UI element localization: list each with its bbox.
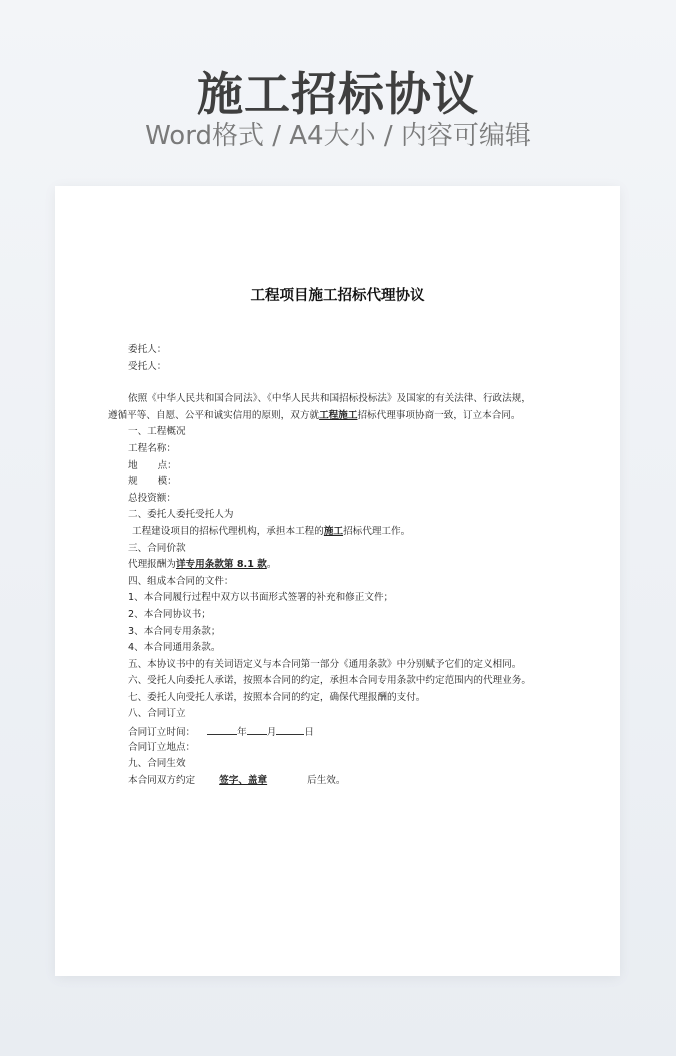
date-label: 合同订立时间： xyxy=(128,727,196,739)
page-title: 施工招标协议 xyxy=(197,67,479,121)
project-scale-field xyxy=(128,474,568,491)
section-3-heading: 三、合同价款 xyxy=(128,542,186,554)
section-3-body xyxy=(128,557,568,574)
month-blank xyxy=(247,723,267,735)
list-item: 1、本合同履行过程中双方以书面形式签署的补充和修正文件； xyxy=(128,592,394,604)
location-label-b: 点： xyxy=(157,459,177,471)
intro-text-end: 招标代理事项协商一致，订立本合同。 xyxy=(357,409,521,421)
client-line: 委托人： xyxy=(128,344,167,355)
section-9-heading: 九、合同生效 xyxy=(128,758,186,770)
section-2-text-end: 招标代理工作。 xyxy=(343,525,411,537)
project-type-field: 工程施工 xyxy=(319,409,358,421)
location-label-a: 地 xyxy=(128,459,138,471)
list-item: 2、本合同协议书； xyxy=(128,608,211,620)
spacer xyxy=(128,375,568,391)
section-4-heading: 四、组成本合同的文件： xyxy=(128,575,234,587)
fee-label: 代理报酬为 xyxy=(128,559,176,571)
page-subtitle: Word格式 / A4大小 / 内容可编辑 xyxy=(145,121,531,151)
signature-label: 签字、盖章 xyxy=(219,774,268,786)
year-blank xyxy=(207,723,237,735)
document-title: 工程项目施工招标代理协议 xyxy=(250,288,425,304)
list-item: 3、本合同专用条款； xyxy=(128,625,221,637)
project-investment-field: 总投资额： xyxy=(128,492,176,504)
agent-line: 受托人： xyxy=(128,360,167,372)
intro-paragraph-line-2 xyxy=(108,408,568,425)
contract-place-field: 合同订立地点： xyxy=(128,741,196,753)
signature-field xyxy=(201,775,301,786)
section-9-body xyxy=(128,773,568,790)
fee-end: 。 xyxy=(266,559,277,571)
scale-label-b: 模： xyxy=(157,476,177,488)
section-1-heading: 一、工程概况 xyxy=(128,426,186,438)
list-item: 4、本合同通用条款。 xyxy=(128,642,221,654)
document-body xyxy=(108,342,568,789)
scale-label-a: 规 xyxy=(128,476,138,488)
intro-text: 遵循平等、自愿、公平和诚实信用的原则，双方就 xyxy=(108,409,320,421)
effect-text: 本合同双方约定 xyxy=(128,774,196,786)
fee-value: 详专用条款第 8.1 款 xyxy=(175,559,267,571)
section-5-text: 五、本协议书中的有关词语定义与本合同第一部分《通用条款》中分别赋予它们的定义相同。 xyxy=(128,658,522,670)
construction-field: 施工 xyxy=(323,525,344,537)
day-label: 日 xyxy=(304,727,314,739)
section-2-body xyxy=(128,524,568,541)
section-6-text: 六、受托人向委托人承诺，按照本合同的约定，承担本合同专用条款中约定范围内的代理业务。 xyxy=(128,675,531,687)
intro-paragraph-line-1: 依照《中华人民共和国合同法》、《中华人民共和国招标投标法》及国家的有关法律、行政法规， xyxy=(128,393,531,405)
year-label: 年 xyxy=(237,727,247,739)
effect-text-end: 后生效。 xyxy=(307,774,346,786)
project-name-field: 工程名称： xyxy=(128,442,176,454)
project-location-field xyxy=(128,458,568,475)
section-2-heading: 二、委托人委托受托人为 xyxy=(128,509,234,521)
document-page xyxy=(55,186,620,976)
month-label: 月 xyxy=(266,727,277,739)
day-blank xyxy=(276,723,304,735)
contract-date-field xyxy=(128,723,568,740)
section-2-text: 工程建设项目的招标代理机构，承担本工程的 xyxy=(132,525,324,537)
section-7-text: 七、委托人向受托人承诺，按照本合同的约定，确保代理报酬的支付。 xyxy=(128,691,426,703)
section-8-heading: 八、合同订立 xyxy=(128,708,186,720)
